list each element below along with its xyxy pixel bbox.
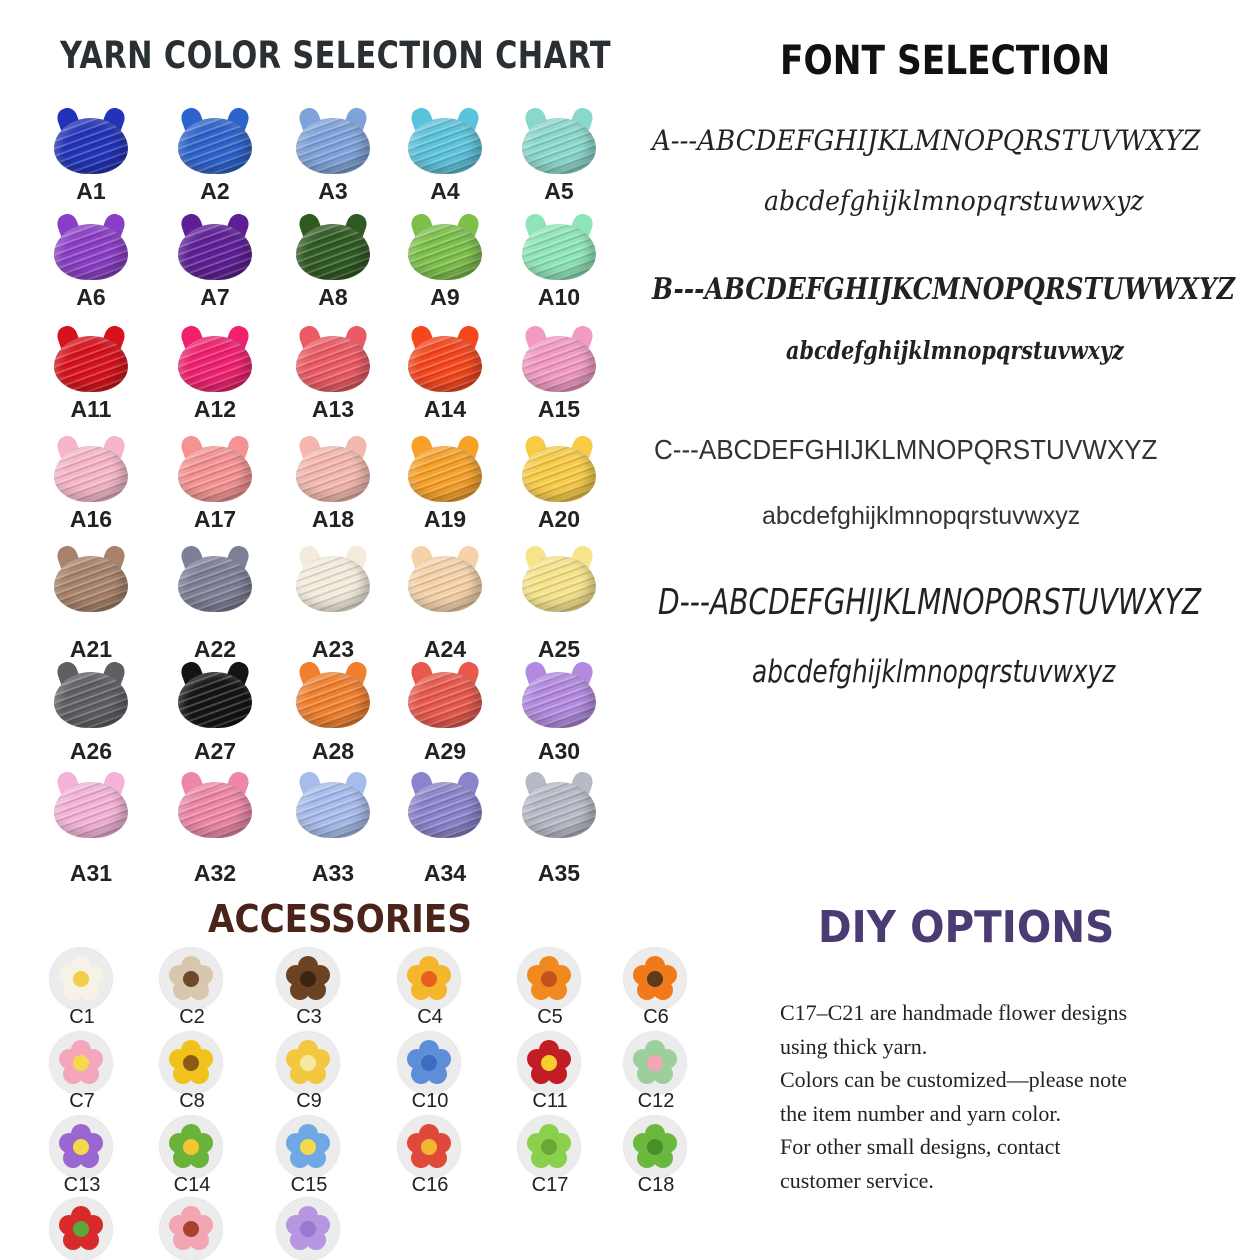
yarn-code-label: A30 <box>537 738 581 764</box>
flower-center <box>183 1221 199 1237</box>
flower-center <box>183 1055 199 1071</box>
yarn-ball <box>408 336 482 392</box>
accessory-code-label: C14 <box>173 1174 211 1196</box>
yarn-ball <box>54 336 128 392</box>
yarn-code-label: A9 <box>430 284 460 310</box>
flower-icon <box>160 1116 222 1178</box>
yarn-code-label: A10 <box>537 284 581 310</box>
diy-line: customer service. <box>780 1167 934 1193</box>
flower-center <box>647 971 663 987</box>
yarn-code-label: A22 <box>193 636 237 662</box>
accessory-code-label: C8 <box>179 1090 205 1112</box>
flower-center <box>73 1221 89 1237</box>
diy-line: the item number and yarn color. <box>780 1100 1062 1126</box>
flower-center <box>183 1139 199 1155</box>
accessory-code-label: C2 <box>179 1006 205 1028</box>
flower-center <box>73 971 89 987</box>
flower-icon <box>624 1116 686 1178</box>
accessory-code-label: C18 <box>637 1174 675 1196</box>
yarn-ball <box>522 556 596 612</box>
yarn-ball <box>296 224 370 280</box>
yarn-code-label: A5 <box>544 178 574 204</box>
accessory-code-label: C4 <box>417 1006 443 1028</box>
flower-icon <box>50 1116 112 1178</box>
flower-icon <box>398 1116 460 1178</box>
yarn-ball <box>296 118 370 174</box>
flower-icon <box>518 1032 580 1094</box>
accessory-code-label: C3 <box>296 1006 322 1028</box>
yarn-code-label: A13 <box>311 396 355 422</box>
yarn-ball <box>522 446 596 502</box>
yarn-code-label: A7 <box>200 284 230 310</box>
flower-center <box>73 1139 89 1155</box>
yarn-code-label: A14 <box>423 396 467 422</box>
accessory-code-label: C9 <box>296 1090 322 1112</box>
yarn-code-label: A11 <box>70 396 112 422</box>
font-c-lowercase: abcdefghijklmnopqrstuvwxyz <box>762 502 1081 530</box>
flower-center <box>647 1055 663 1071</box>
font-selection-title: FONT SELECTION <box>780 38 1111 84</box>
yarn-code-label: A27 <box>193 738 237 764</box>
flower-icon <box>277 948 339 1010</box>
yarn-ball <box>408 224 482 280</box>
yarn-code-label: A35 <box>537 860 581 886</box>
yarn-ball <box>408 118 482 174</box>
flower-center <box>541 1055 557 1071</box>
flower-icon <box>398 1032 460 1094</box>
yarn-ball <box>54 446 128 502</box>
yarn-code-label: A34 <box>423 860 467 886</box>
yarn-code-label: A1 <box>76 178 106 204</box>
font-a-uppercase: A---ABCDEFGHIJKLMNOPQRSTUVWXYZ <box>652 124 1201 157</box>
flower-center <box>541 1139 557 1155</box>
yarn-ball <box>408 672 482 728</box>
yarn-ball <box>408 556 482 612</box>
flower-icon <box>624 948 686 1010</box>
diy-line: Colors can be customized—please note <box>780 1067 1128 1092</box>
yarn-ball <box>522 336 596 392</box>
flower-center <box>300 1139 316 1155</box>
flower-icon <box>624 1032 686 1094</box>
yarn-ball <box>54 118 128 174</box>
yarn-ball <box>296 672 370 728</box>
yarn-code-label: A15 <box>537 396 581 422</box>
font-a-lowercase: abcdefghijklmnopqrstuwwxyz <box>764 186 1144 217</box>
yarn-ball <box>178 336 252 392</box>
font-b-lowercase: abcdefghijklmnopqrstuvwxyz <box>786 336 1124 365</box>
yarn-code-label: A20 <box>537 506 581 532</box>
yarn-code-label: A3 <box>318 178 348 204</box>
diy-line: For other small designs, contact <box>780 1134 1061 1159</box>
yarn-code-label: A17 <box>193 506 237 532</box>
font-d-uppercase: D---ABCDEFGHIJKLMNOPORSTUVWXYZ <box>658 582 1202 623</box>
yarn-code-label: A24 <box>423 636 467 662</box>
accessory-code-label: C12 <box>637 1090 675 1112</box>
flower-center <box>300 1221 316 1237</box>
yarn-ball <box>54 556 128 612</box>
yarn-ball <box>296 446 370 502</box>
accessory-code-label: C16 <box>411 1174 449 1196</box>
font-b-uppercase: B---ABCDEFGHIJKCMNOPQRSTUWWXYZ <box>652 272 1235 307</box>
yarn-ball <box>54 224 128 280</box>
flower-center <box>647 1139 663 1155</box>
yarn-ball <box>522 782 596 838</box>
accessory-code-label: C1 <box>69 1006 95 1028</box>
yarn-code-label: A8 <box>318 284 348 310</box>
flower-icon <box>277 1032 339 1094</box>
flower-icon <box>277 1198 339 1260</box>
accessories-title: ACCESSORIES <box>208 897 472 941</box>
flower-center <box>421 1055 437 1071</box>
yarn-code-label: A26 <box>69 738 113 764</box>
yarn-ball <box>178 782 252 838</box>
yarn-ball <box>522 672 596 728</box>
yarn-code-label: A31 <box>69 860 113 886</box>
accessory-code-label: C10 <box>411 1090 449 1112</box>
yarn-code-label: A18 <box>311 506 355 532</box>
diy-options-text <box>780 996 1210 1197</box>
accessory-code-label: C5 <box>537 1006 563 1028</box>
flower-icon <box>160 1032 222 1094</box>
yarn-code-label: A23 <box>311 636 355 662</box>
accessory-code-label: C17 <box>531 1174 569 1196</box>
yarn-ball <box>54 672 128 728</box>
flower-icon <box>518 1116 580 1178</box>
flower-center <box>300 971 316 987</box>
yarn-ball <box>296 336 370 392</box>
yarn-ball <box>178 224 252 280</box>
yarn-ball <box>522 224 596 280</box>
flower-icon <box>277 1116 339 1178</box>
yarn-ball <box>522 118 596 174</box>
yarn-ball <box>178 446 252 502</box>
flower-icon <box>518 948 580 1010</box>
flower-icon <box>160 948 222 1010</box>
flower-icon <box>398 948 460 1010</box>
flower-icon <box>50 1032 112 1094</box>
yarn-ball <box>178 556 252 612</box>
accessory-code-label: C15 <box>290 1174 328 1196</box>
yarn-code-label: A12 <box>193 396 237 422</box>
flower-center <box>183 971 199 987</box>
yarn-ball <box>296 556 370 612</box>
yarn-code-label: A19 <box>423 506 467 532</box>
yarn-ball <box>178 672 252 728</box>
yarn-code-label: A21 <box>69 636 113 662</box>
yarn-code-label: A2 <box>200 178 230 204</box>
yarn-chart-title: YARN COLOR SELECTION CHART <box>60 34 612 77</box>
accessory-code-label: C11 <box>532 1090 568 1112</box>
flower-icon <box>160 1198 222 1260</box>
yarn-code-label: A16 <box>69 506 113 532</box>
flower-center <box>421 971 437 987</box>
yarn-code-label: A25 <box>537 636 581 662</box>
font-d-lowercase: abcdefghijklmnopqrstuvwxyz <box>752 654 1116 690</box>
flower-center <box>73 1055 89 1071</box>
diy-line: C17–C21 are handmade flower designs <box>780 1000 1128 1025</box>
accessory-code-label: C6 <box>643 1006 669 1028</box>
flower-center <box>300 1055 316 1071</box>
accessory-code-label: C7 <box>69 1090 95 1112</box>
diy-line: using thick yarn. <box>780 1033 928 1059</box>
yarn-code-label: A4 <box>430 178 460 204</box>
diy-options-title: DIY OPTIONS <box>818 902 1115 953</box>
yarn-ball <box>54 782 128 838</box>
accessory-code-label: C13 <box>63 1174 101 1196</box>
flower-center <box>421 1139 437 1155</box>
yarn-ball <box>408 446 482 502</box>
yarn-code-label: A33 <box>311 860 355 886</box>
yarn-code-label: A32 <box>193 860 237 886</box>
yarn-ball <box>178 118 252 174</box>
yarn-code-label: A28 <box>311 738 355 764</box>
flower-icon <box>50 1198 112 1260</box>
flower-center <box>541 971 557 987</box>
yarn-ball <box>408 782 482 838</box>
yarn-code-label: A29 <box>423 738 467 764</box>
yarn-ball <box>296 782 370 838</box>
flower-icon <box>50 948 112 1010</box>
font-c-uppercase: C---ABCDEFGHIJKLMNOPQRSTUVWXYZ <box>654 434 1158 465</box>
yarn-code-label: A6 <box>76 284 106 310</box>
